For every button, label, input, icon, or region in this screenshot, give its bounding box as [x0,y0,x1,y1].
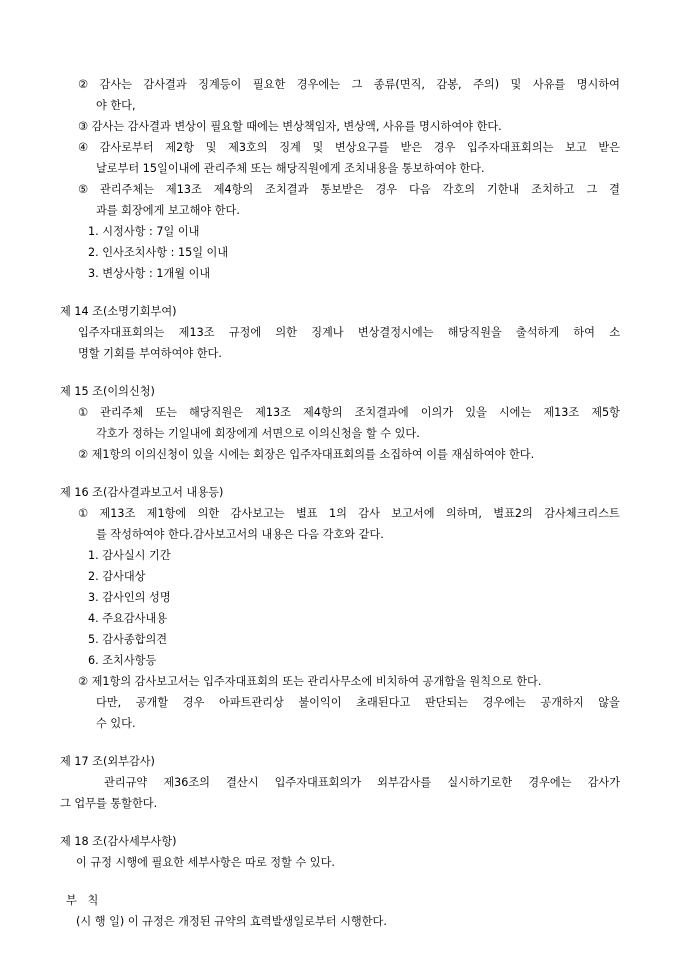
word: 아파트관리상 [218,696,284,709]
article16-list-item-6: 6. 조치사항등 [88,654,157,667]
article16-list-item-5: 5. 감사종합의견 [88,633,168,646]
word: 해당직원은 [189,406,244,419]
article13-sub3: 3. 변상사항 : 1개월 이내 [88,267,211,280]
word: 조치결과 [265,183,309,196]
word: 감사로부터 [99,141,154,154]
word: 또는 [155,406,177,419]
article16-item2-cont2: 수 있다. [96,717,136,730]
word: ① [78,406,89,419]
word: 별표2의 [493,507,533,520]
word: 제13조 [165,183,202,196]
article14-body1 [0,322,620,343]
word: 의한 [197,507,220,520]
word: 경우에는 [296,78,340,91]
word: 다음 [409,183,431,196]
word: 경우 [433,141,456,154]
word: 경우 [375,183,398,196]
word: 통보받은 [320,183,364,196]
article16-heading: 제 16 조(감사결과보고서 내용등) [60,486,224,499]
word: 받은 [400,141,423,154]
word: 제13조 [99,507,136,520]
addendum-body: (시 행 일) 이 규정은 개정된 규약의 효력발생일로부터 시행한다. [76,915,387,928]
word: 감사보고는 [230,507,285,520]
word: 외부감사를 [377,776,432,789]
word: 제5항 [591,406,620,419]
article17-body1 [0,772,620,793]
word: 그 [586,183,598,196]
word: 별표 [295,507,318,520]
article17-body2: 그 업무를 통할한다. [60,797,158,810]
word: 사유를 [532,78,566,91]
article14-heading: 제 14 조(소명기회부여) [60,305,177,318]
word: 이의가 [420,406,454,419]
word: 필요한 [252,78,286,91]
article14-body1-text [78,322,620,343]
article18-heading: 제 18 조(감사세부사항) [60,835,177,848]
word: 관리규약 [104,776,148,789]
word: 관리주체 [100,406,144,419]
article16-item2: ② 제1항의 감사보고서는 입주자대표회의 또는 관리사무소에 비치하여 공개함을 원칙으로 한다. [78,675,542,688]
article16-list-item-3: 3. 감사인의 성명 [88,591,171,604]
word: 변상결정시에는 [357,326,434,339]
word: 받은 [598,141,620,154]
article16-item2-cont1-text [96,692,620,713]
word: 불이익이 [298,696,342,709]
word: 감사결과 [143,78,187,91]
word: 입주자대표회의는 [467,141,554,154]
word: 제2항 [165,141,195,154]
word: 의한 [275,326,297,339]
word: 종류(면직, [373,78,425,91]
article15-heading: 제 15 조(이의신청) [60,385,155,398]
word: 제1항에 [146,507,187,520]
article15-item2: ② 제1항의 이의신청이 있을 시에는 회장은 입주자대표회의를 소집하여 이를 재심하여야 한다. [78,448,535,461]
word: 있을 [465,406,487,419]
addendum-heading: 부 칙 [66,894,99,907]
article13-item2 [0,74,620,95]
article16-item1 [0,503,620,524]
word: 변상요구를 [334,141,389,154]
article13-item2-text [78,74,620,95]
word: 제13조 [255,406,291,419]
word: 및 [312,141,324,154]
word: 출석하게 [515,326,560,339]
word: 입주자대표회의는 [78,326,165,339]
word: 조치하고 [531,183,575,196]
word: 규정에 [228,326,262,339]
article14-body2: 명할 기회를 부여하여야 한다. [78,347,222,360]
word: 감봉, [436,78,462,91]
word: ⑤ [78,183,89,196]
article16-item1-text [78,503,620,524]
word: 공개하지 [540,696,584,709]
article15-item1-cont: 각호가 정하는 기일내에 회장에게 서면으로 이의신청을 할 수 있다. [96,427,420,440]
article16-item1-cont: 를 작성하여야 한다.감사보고서의 내용은 다음 각호와 같다. [96,528,384,541]
word: 제36조의 [163,776,210,789]
word: ④ [78,141,89,154]
word: 제3호의 [228,141,268,154]
word: 초래된다고 [356,696,411,709]
word: ② [78,78,89,91]
article15-item1-text [78,402,620,423]
article13-item5-cont: 과를 회장에게 보고해야 한다. [96,204,240,217]
word: 시에는 [498,406,532,419]
article17-body1-text [104,772,620,793]
article16-list-item-2: 2. 감사대상 [88,570,146,583]
word: 결 [609,183,620,196]
word: 입주자대표회의가 [274,776,362,789]
word: 제4항의 [303,406,343,419]
word: 경우에는 [528,776,572,789]
word: 제13조 [178,326,215,339]
word: 1의 [328,507,347,520]
article18-body: 이 규정 시행에 필요한 세부사항은 따로 정할 수 있다. [76,856,335,869]
word: 감사가 [587,776,620,789]
word: 감사는 [99,78,132,91]
word: 징계나 [311,326,344,339]
word: 다만, [96,696,122,709]
word: ① [78,507,89,520]
word: 감사체크리스트 [544,507,620,520]
word: 공개할 [135,696,169,709]
word: 관리주체는 [99,183,154,196]
word: 하여 [573,326,595,339]
word: 경우에는 [482,696,526,709]
word: 제4항의 [213,183,254,196]
word: 판단되는 [424,696,469,709]
article13-item5-text [78,179,620,200]
word: 의하며, [445,507,482,520]
article13-item4-cont: 날로부터 15일이내에 관리주체 또는 해당직원에게 조치내용을 통보하여야 한다. [96,162,485,175]
word: 보고서에 [391,507,435,520]
article16-list-item-4: 4. 주요감사내용 [88,612,168,625]
article17-heading: 제 17 조(외부감사) [60,755,155,768]
word: 감사 [358,507,380,520]
word: 않을 [598,696,620,709]
article13-item3: ③ 감사는 감사결과 변상이 필요할 때에는 변상책임자, 변상액, 사유를 명시하여야 한다. [78,120,502,133]
word: 각호의 [442,183,475,196]
document-body [0,74,680,932]
word: 및 [510,78,522,91]
word: 징계 [279,141,301,154]
word: 해당직원을 [447,326,502,339]
article13-item4-text [78,137,620,158]
word: 기한내 [486,183,520,196]
word: 소 [609,326,620,339]
word: 제13조 [543,406,580,419]
word: 경우 [182,696,205,709]
word: 명시하여 [576,78,620,91]
word: 조치결과에 [354,406,409,419]
word: 실시하기로한 [447,776,513,789]
article13-sub2: 2. 인사조치사항 : 15일 이내 [88,246,229,259]
article13-sub1: 1. 시정사항 : 7일 이내 [88,225,200,238]
article16-item2-cont1 [0,692,620,713]
word: 징계등이 [198,78,242,91]
word: 그 [351,78,363,91]
article15-item1 [0,402,620,423]
article16-list-item-1: 1. 감사실시 기간 [88,549,171,562]
article13-item5 [0,179,620,200]
article13-item4 [0,137,620,158]
article13-item2-cont: 야 한다, [96,99,136,112]
word: 및 [205,141,217,154]
word: 보고 [565,141,587,154]
word: 결산시 [226,776,259,789]
word: 주의) [473,78,500,91]
